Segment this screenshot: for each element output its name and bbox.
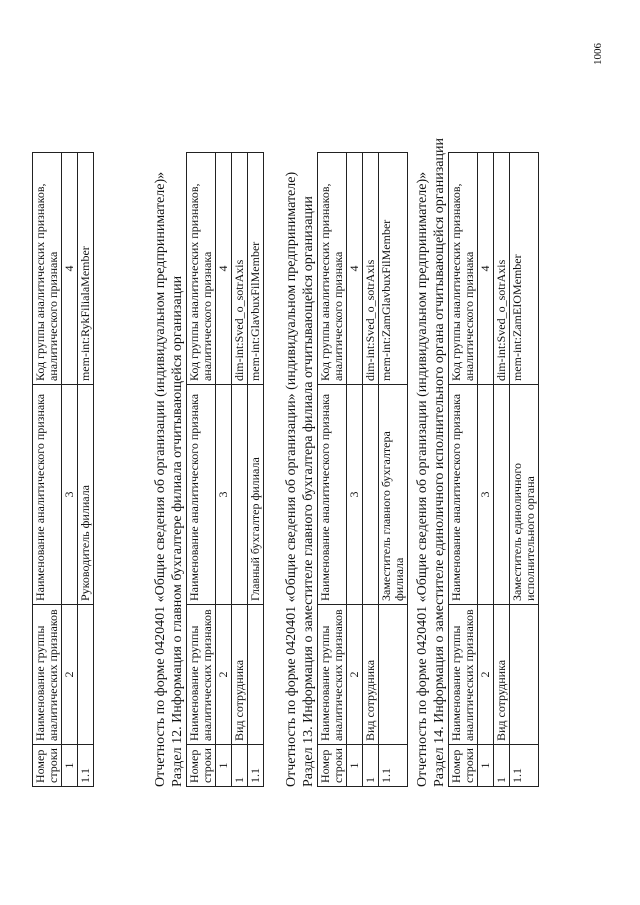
feature-code: dim-int:Sved_o_sotrAxis [494,153,510,385]
header-code: Код группы аналитических признаков, аналитического признака [318,153,347,385]
header-group-name: Наименование группы аналитических признаков [187,605,216,745]
header-group-name: Наименование группы аналитических признаков [449,605,478,745]
section-title: Раздел 13. Информация о заместителе главного бухгалтера филиала отчитывающейся организации [301,196,316,787]
col-number: 4 [216,153,232,385]
row-number: 1.1 [78,745,94,787]
col-number: 1 [62,745,78,787]
table-row [363,153,379,787]
col-number: 4 [62,153,78,385]
col-number: 2 [347,605,363,745]
feature-name: Заместитель единоличного исполнительного органа [510,385,539,605]
report-title: Отчетность по форме 0420401 «Общие сведения об организации (индивидуальном предпринимателе)» [153,171,168,787]
page-number: 1006 [592,43,604,65]
feature-code: mem-int:RykFilialaMember [78,153,94,385]
col-number: 3 [216,385,232,605]
group-name: Вид сотрудника [232,605,248,745]
header-row-number: Номер строки [449,745,478,787]
table-row [494,153,510,787]
table-11 [32,152,94,787]
section-14 [414,138,539,787]
row-number: 1 [494,745,510,787]
header-feature-name: Наименование аналитического признака [187,385,216,605]
section-12 [152,152,264,787]
feature-code: dim-int:Sved_o_sotrAxis [232,153,248,385]
col-number: 3 [62,385,78,605]
col-number: 1 [216,745,232,787]
row-number: 1.1 [510,745,539,787]
table-12 [186,152,264,787]
feature-name: Заместитель главного бухгалтера филиала [379,385,408,605]
col-number: 2 [62,605,78,745]
feature-name [363,385,379,605]
section-title: Раздел 14. Информация о заместителе единоличного исполнительного органа отчитывающейся организации [432,138,447,787]
header-feature-name: Наименование аналитического признака [33,385,62,605]
row-number: 1 [232,745,248,787]
col-number: 2 [216,605,232,745]
table-row [510,153,539,787]
table-continued [32,152,94,787]
table-header-row [449,153,478,787]
header-code: Код группы аналитических признаков, аналитического признака [449,153,478,385]
header-code: Код группы аналитических признаков, аналитического признака [33,153,62,385]
col-number: 4 [478,153,494,385]
feature-name: Руководитель филиала [78,385,94,605]
column-number-row [478,153,494,787]
group-name [379,605,408,745]
column-number-row [347,153,363,787]
table-header-row [318,153,347,787]
header-row-number: Номер строки [187,745,216,787]
section-13 [283,152,408,787]
group-name: Вид сотрудника [494,605,510,745]
col-number: 1 [478,745,494,787]
table-header-row [33,153,62,787]
feature-code: dim-int:Sved_o_sotrAxis [363,153,379,385]
column-number-row [62,153,78,787]
col-number: 3 [347,385,363,605]
header-group-name: Наименование группы аналитических признаков [318,605,347,745]
table-13 [317,152,408,787]
header-row-number: Номер строки [318,745,347,787]
group-name [248,605,264,745]
col-number: 1 [347,745,363,787]
header-group-name: Наименование группы аналитических признаков [33,605,62,745]
header-row-number: Номер строки [33,745,62,787]
table-row [379,153,408,787]
row-number: 1 [363,745,379,787]
col-number: 4 [347,153,363,385]
group-name [78,605,94,745]
group-name [510,605,539,745]
feature-name [494,385,510,605]
column-number-row [216,153,232,787]
row-number: 1.1 [379,745,408,787]
header-feature-name: Наименование аналитического признака [449,385,478,605]
header-code: Код группы аналитических признаков, аналитического признака [187,153,216,385]
col-number: 3 [478,385,494,605]
feature-code: mem-int:ZamGlavbuxFilMember [379,153,408,385]
section-title: Раздел 12. Информация о главном бухгалтере филиала отчитывающейся организации [170,275,185,787]
table-row [232,153,248,787]
col-number: 2 [478,605,494,745]
table-row [78,153,94,787]
group-name: Вид сотрудника [363,605,379,745]
table-row [248,153,264,787]
report-title: Отчетность по форме 0420401 «Общие сведения об организации (индивидуальном предпринимателе)» [415,171,430,787]
feature-code: mem-int:ZamEIOMember [510,153,539,385]
row-number: 1.1 [248,745,264,787]
feature-code: mem-int:GlavbuxFilMember [248,153,264,385]
report-title: Отчетность по форме 0420401 «Общие сведения об организации» (индивидуальном предпринимателе) [284,171,299,787]
feature-name [232,385,248,605]
table-header-row [187,153,216,787]
feature-name: Главный бухгалтер филиала [248,385,264,605]
table-14 [448,152,539,787]
header-feature-name: Наименование аналитического признака [318,385,347,605]
